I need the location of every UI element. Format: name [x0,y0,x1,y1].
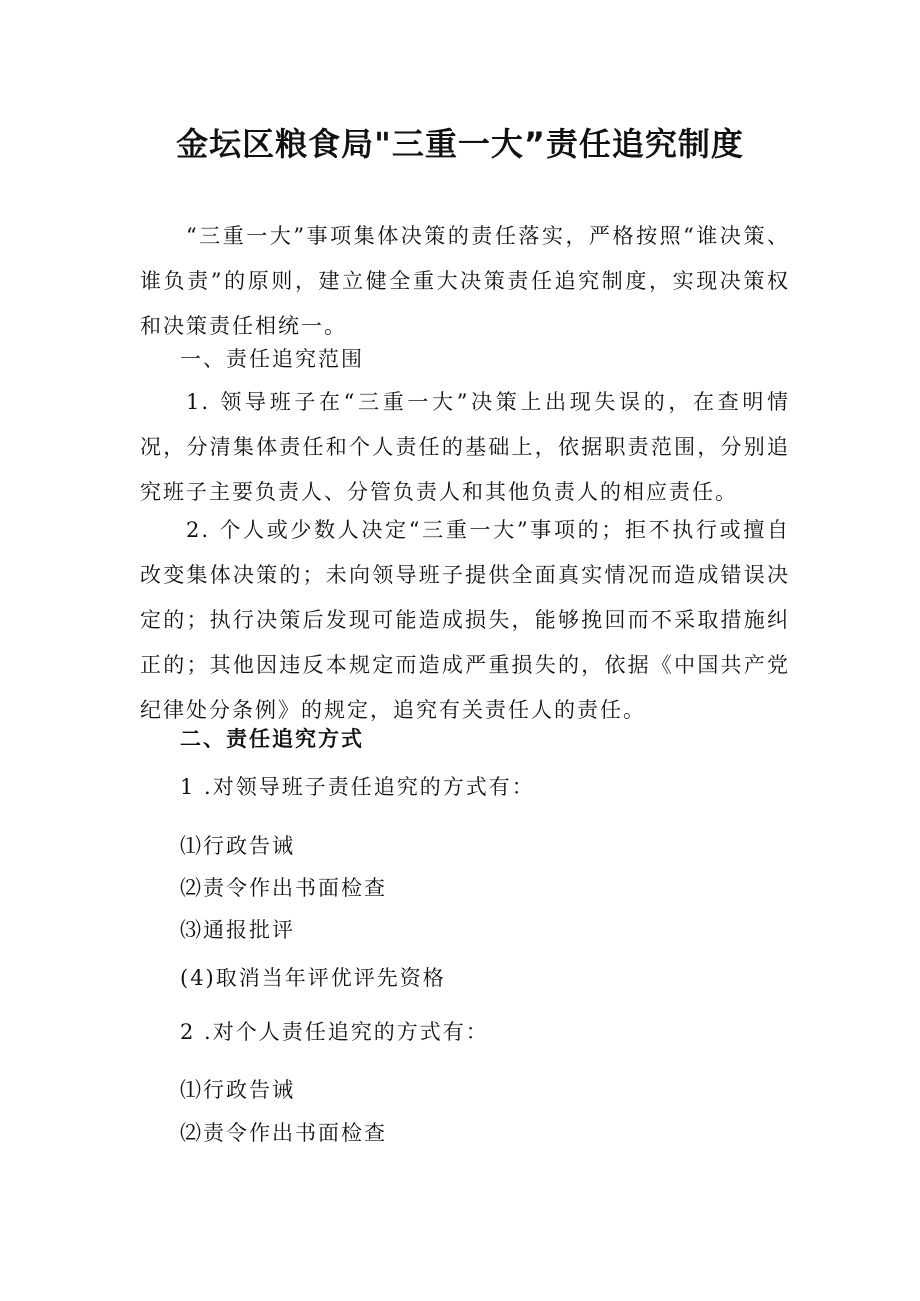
individual-measure-item: ⑵责令作出书面检查 [180,1121,387,1145]
leaders-measure-item: (4)取消当年评优评先资格 [180,966,446,990]
leaders-measure-item: ⑵责令作出书面检查 [180,876,387,900]
section1-heading: 一、责任追究范围 [180,347,364,371]
section1-item1: 1. 领导班子在“三重一大”决策上出现失误的，在查明情况，分清集体责任和个人责任的基础上，依据职责范围，分别追究班子主要负责人、分管负责人和其他负责人的相应责任。 [140,390,790,504]
intro-paragraph: “三重一大”事项集体决策的责任落实，严格按照“谁决策、谁负责”的原则，建立健全重大决策责任追究制度，实现决策权和决策责任相统一。 [140,224,790,338]
document-title: 金坛区粮食局"三重一大”责任追究制度 [176,125,744,163]
individual-measure-item: ⑴行政告诫 [180,1078,295,1102]
leaders-measure-item: ⑶通报批评 [180,918,295,942]
section2-heading: 二、责任追究方式 [180,727,364,751]
leaders-measures-intro: 1 .对领导班子责任追究的方式有： [180,775,535,799]
individual-measures-intro: 2 .对个人责任追究的方式有： [180,1020,489,1044]
leaders-measure-item: ⑴行政告诫 [180,834,295,858]
section1-item2: 2. 个人或少数人决定“三重一大”事项的；拒不执行或擅自改变集体决策的；未向领导班子提供全面真实情况而造成错误决定的；执行决策后发现可能造成损失，能够挽回而不采取措施纠正的；其他因违反本规定而造成严重损失的，依据《中国共产党纪律处分条例》的规定，追究有关责任人的责任。 [140,518,790,722]
